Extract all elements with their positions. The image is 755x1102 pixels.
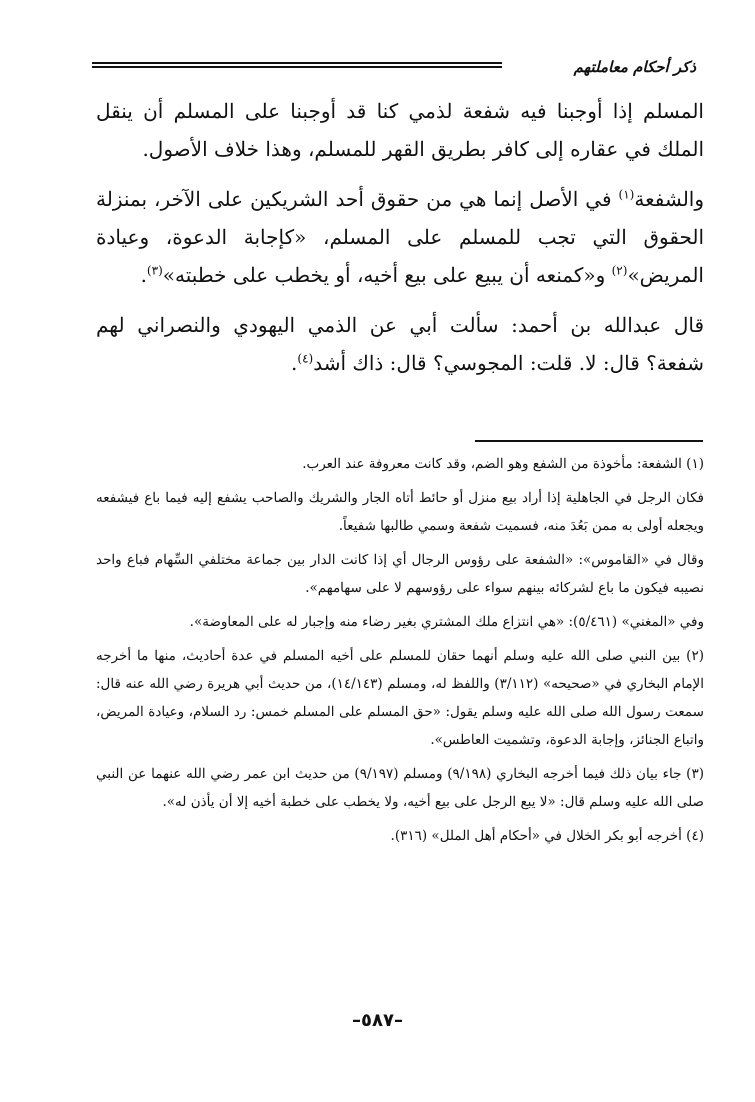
- paragraph-text: المسلم إذا أوجبنا فيه شفعة لذمي كنا قد أوجبنا على المسلم أن ينقل الملك في عقاره إلى كافر بطريق القهر للمسلم، وهذا خلاف الأصول.: [96, 99, 704, 161]
- page-number: –٥٨٧–: [352, 1010, 403, 1031]
- header-double-rule: [92, 62, 502, 68]
- paragraph-text: والشفعة: [634, 187, 704, 211]
- footnote-marker[interactable]: (٢): [611, 263, 628, 278]
- footnotes: [96, 450, 704, 856]
- footnote-marker[interactable]: (٣): [146, 263, 163, 278]
- footnote-2: (٢) بين النبي صلى الله عليه وسلم أنهما حقان للمسلم على أخيه المسلم في عدة أحاديث، منها ما أخرجه الإمام البخاري في «صحيحه» (٣/١١٢) واللفظ له، ومسلم (١٤/١٤٣)، من حديث أبي هريرة رضي الله عنه قال: سمعت رسول الله صلى الله عليه وسلم يقول: «حق المسلم على المسلم خمس: رد السلام، وعيادة المريض، واتباع الجنائز، وإجابة الدعوة، وتشميت العاطس».: [96, 648, 704, 748]
- running-header: [92, 52, 696, 82]
- main-text: [96, 92, 704, 382]
- footnote-divider: [475, 440, 703, 442]
- running-header-title: ذكر أحكام معاملتهم: [573, 58, 696, 76]
- paragraph-text: .: [140, 263, 147, 287]
- footnote-3: (٣) جاء بيان ذلك فيما أخرجه البخاري (٩/١٩٨) ومسلم (٩/١٩٧) من حديث ابن عمر رضي الله عنهما عن النبي صلى الله عليه وسلم قال: «لا يبع الرجل على بيع أخيه، ولا يخطب على خطبة أخيه إلا أن يأذن له».: [96, 766, 704, 810]
- header-rule-line: [92, 62, 502, 64]
- footnote-1-continued: وقال في «القاموس»: «الشفعة على رؤوس الرجال أي إذا كانت الدار بين جماعة مختلفي السِّهام فباع واحد نصيبه فيكون ما باع لشركائه بينهم سواء على رؤوسهم لا على سهامهم».: [96, 552, 704, 596]
- paragraph-text: و«كمنعه أن يبيع على بيع أخيه، أو يخطب على خطبته»: [162, 263, 612, 287]
- paragraph: [96, 180, 704, 294]
- paragraph-text: .: [291, 351, 298, 375]
- paragraph-text: في الأصل إنما هي من حقوق أحد الشريكين على الآخر، بمنزلة الحقوق التي تجب للمسلم على المسلم، «كإجابة الدعوة، وعيادة المريض»: [96, 187, 704, 287]
- footnote-1: (١) الشفعة: مأخوذة من الشفع وهو الضم، وقد كانت معروفة عند العرب.: [302, 456, 704, 472]
- header-rule-line: [92, 66, 502, 68]
- footnote-marker[interactable]: (٤): [297, 351, 314, 366]
- footnote-1-continued: فكان الرجل في الجاهلية إذا أراد بيع منزل أو حائط أتاه الجار والشريك والصاحب يشفع إليه فيما باع فيشفعه ويجعله أولى به ممن بَعُدَ منه، فسميت شفعة وسمي طالبها شفيعاً.: [96, 490, 704, 534]
- paragraph: [96, 92, 704, 168]
- footnote-1-continued: وفي «المغني» (٥/٤٦١): «هي انتزاع ملك المشتري بغير رضاء منه وإجبار له على المعاوضة».: [189, 614, 704, 630]
- footnote-marker[interactable]: (١): [618, 187, 635, 202]
- paragraph-text: قال عبدالله بن أحمد: سألت أبي عن الذمي اليهودي والنصراني لهم شفعة؟ قال: لا. قلت: المجوسي؟ قال: ذاك أشد: [96, 313, 704, 375]
- paragraph: [96, 306, 704, 382]
- footnote-4: (٤) أخرجه أبو بكر الخلال في «أحكام أهل الملل» (٣١٦).: [390, 828, 704, 844]
